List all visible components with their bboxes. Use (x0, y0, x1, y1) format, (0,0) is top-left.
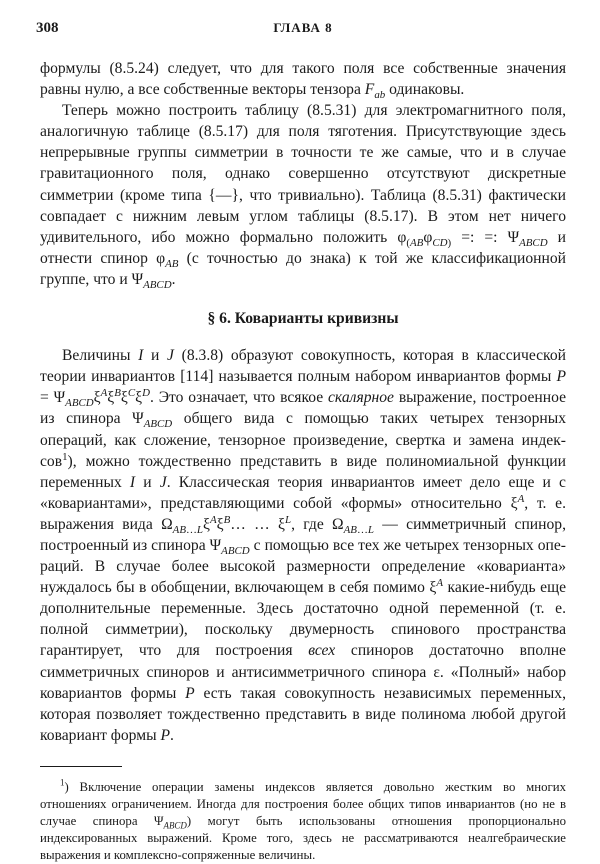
footnote (40, 779, 566, 864)
running-title: ГЛАВА 8 (273, 20, 333, 35)
section-heading: § 6. Коварианты кривизны (207, 310, 399, 328)
book-page (36, 18, 567, 864)
paragraph-3: Величины I и J (8.3.8) образуют совокупность, которая в классической теории инвариантов [114] называется полным набором инвариантов формы $P = \Psi_{ABCD}\xi^A\xi^B\xi^C\xi^D$. Это означает, что всякое скалярное выражение, построенное из спинора $\Psi_{ABCD}$ общего вида с помощью таких четырех тензорных операций, как сложение, тензорное произведение, свертка и замена индексов$^1$), можно тождественно представить в виде полиномиальной функции переменных I и J. Классическая теория инвариантов имеет дело еще и с «ковариантами», представляющими собой «формы» относительно $\xi^A$, т. е. выражения вида $\Omega_{AB\dots L}\xi^A\xi^B\dots$ … $\xi^L$, где $\Omega_{AB\dots L}$ — симметричный спинор, построенный из спинора $\Psi_{ABCD}$ с помощью все тех же четырех тензорных операций. В случае более высокой размерности определение «коварианта» нуждалось бы в обобщении, включающем в себя помимо $\xi^A$ какие-нибудь еще дополнительные переменные. Здесь достаточно одной переменной (т. е. полной симметрии), поскольку двумерность спинового пространства гарантирует, что для построения всех спиноров достаточно вполне симметричных спиноров и антисимметричного спинора ε. «Полный» набор ковариантов формы P есть такая совокупность независимых переменных, которая позволяет тождественно представить в виде полинома любой другой ковариант формы P. (40, 347, 567, 744)
main-text (40, 58, 566, 746)
page-header (36, 18, 566, 38)
paragraph-1: формулы (8.5.24) следует, что для такого поля все собственные значения равны нулю, а все собственные векторы тензора $F_{ab}$ одинаковы. (40, 60, 566, 102)
footnote-text: $^1$) Включение операции замены индексов является довольно жестким во многих отношениях ограничением. Иногда для построения более общих типов инвариантов (но не в случае спинора $\Psi_{ABCD}$) могут быть использованы отношения пропорционально индексированных выражений. Кроме того, здесь не рассматриваются неалгебраические выражения и комплексно-сопряженные величины. (40, 777, 566, 862)
footnote-separator (40, 766, 122, 767)
page-number: 308 (36, 20, 59, 36)
paragraph-2: Теперь можно построить таблицу (8.5.31) для электромагнитного поля, аналогичную таблице (8.5.17) для поля тяготения. Присутствующие здесь непрерывные группы симметрии в точности те же самые, что и в случае гравитационного поля, однако совершенно отсутствуют дискретные симметрии (кроме типа {—}, что тривиально). Таблица (8.5.31) фактически совпадает с нижним левым углом таблицы (8.5.17). В этом нет ничего удивительного, ибо можно формально положить $\varphi_{(AB}\varphi_{CD)}$ =: =: $\Psi_{ABCD}$ и отнести спинор $\varphi_{AB}$ (с точностью до знака) к той же классификационной группе, что и $\Psi_{ABCD}$. (40, 102, 566, 292)
